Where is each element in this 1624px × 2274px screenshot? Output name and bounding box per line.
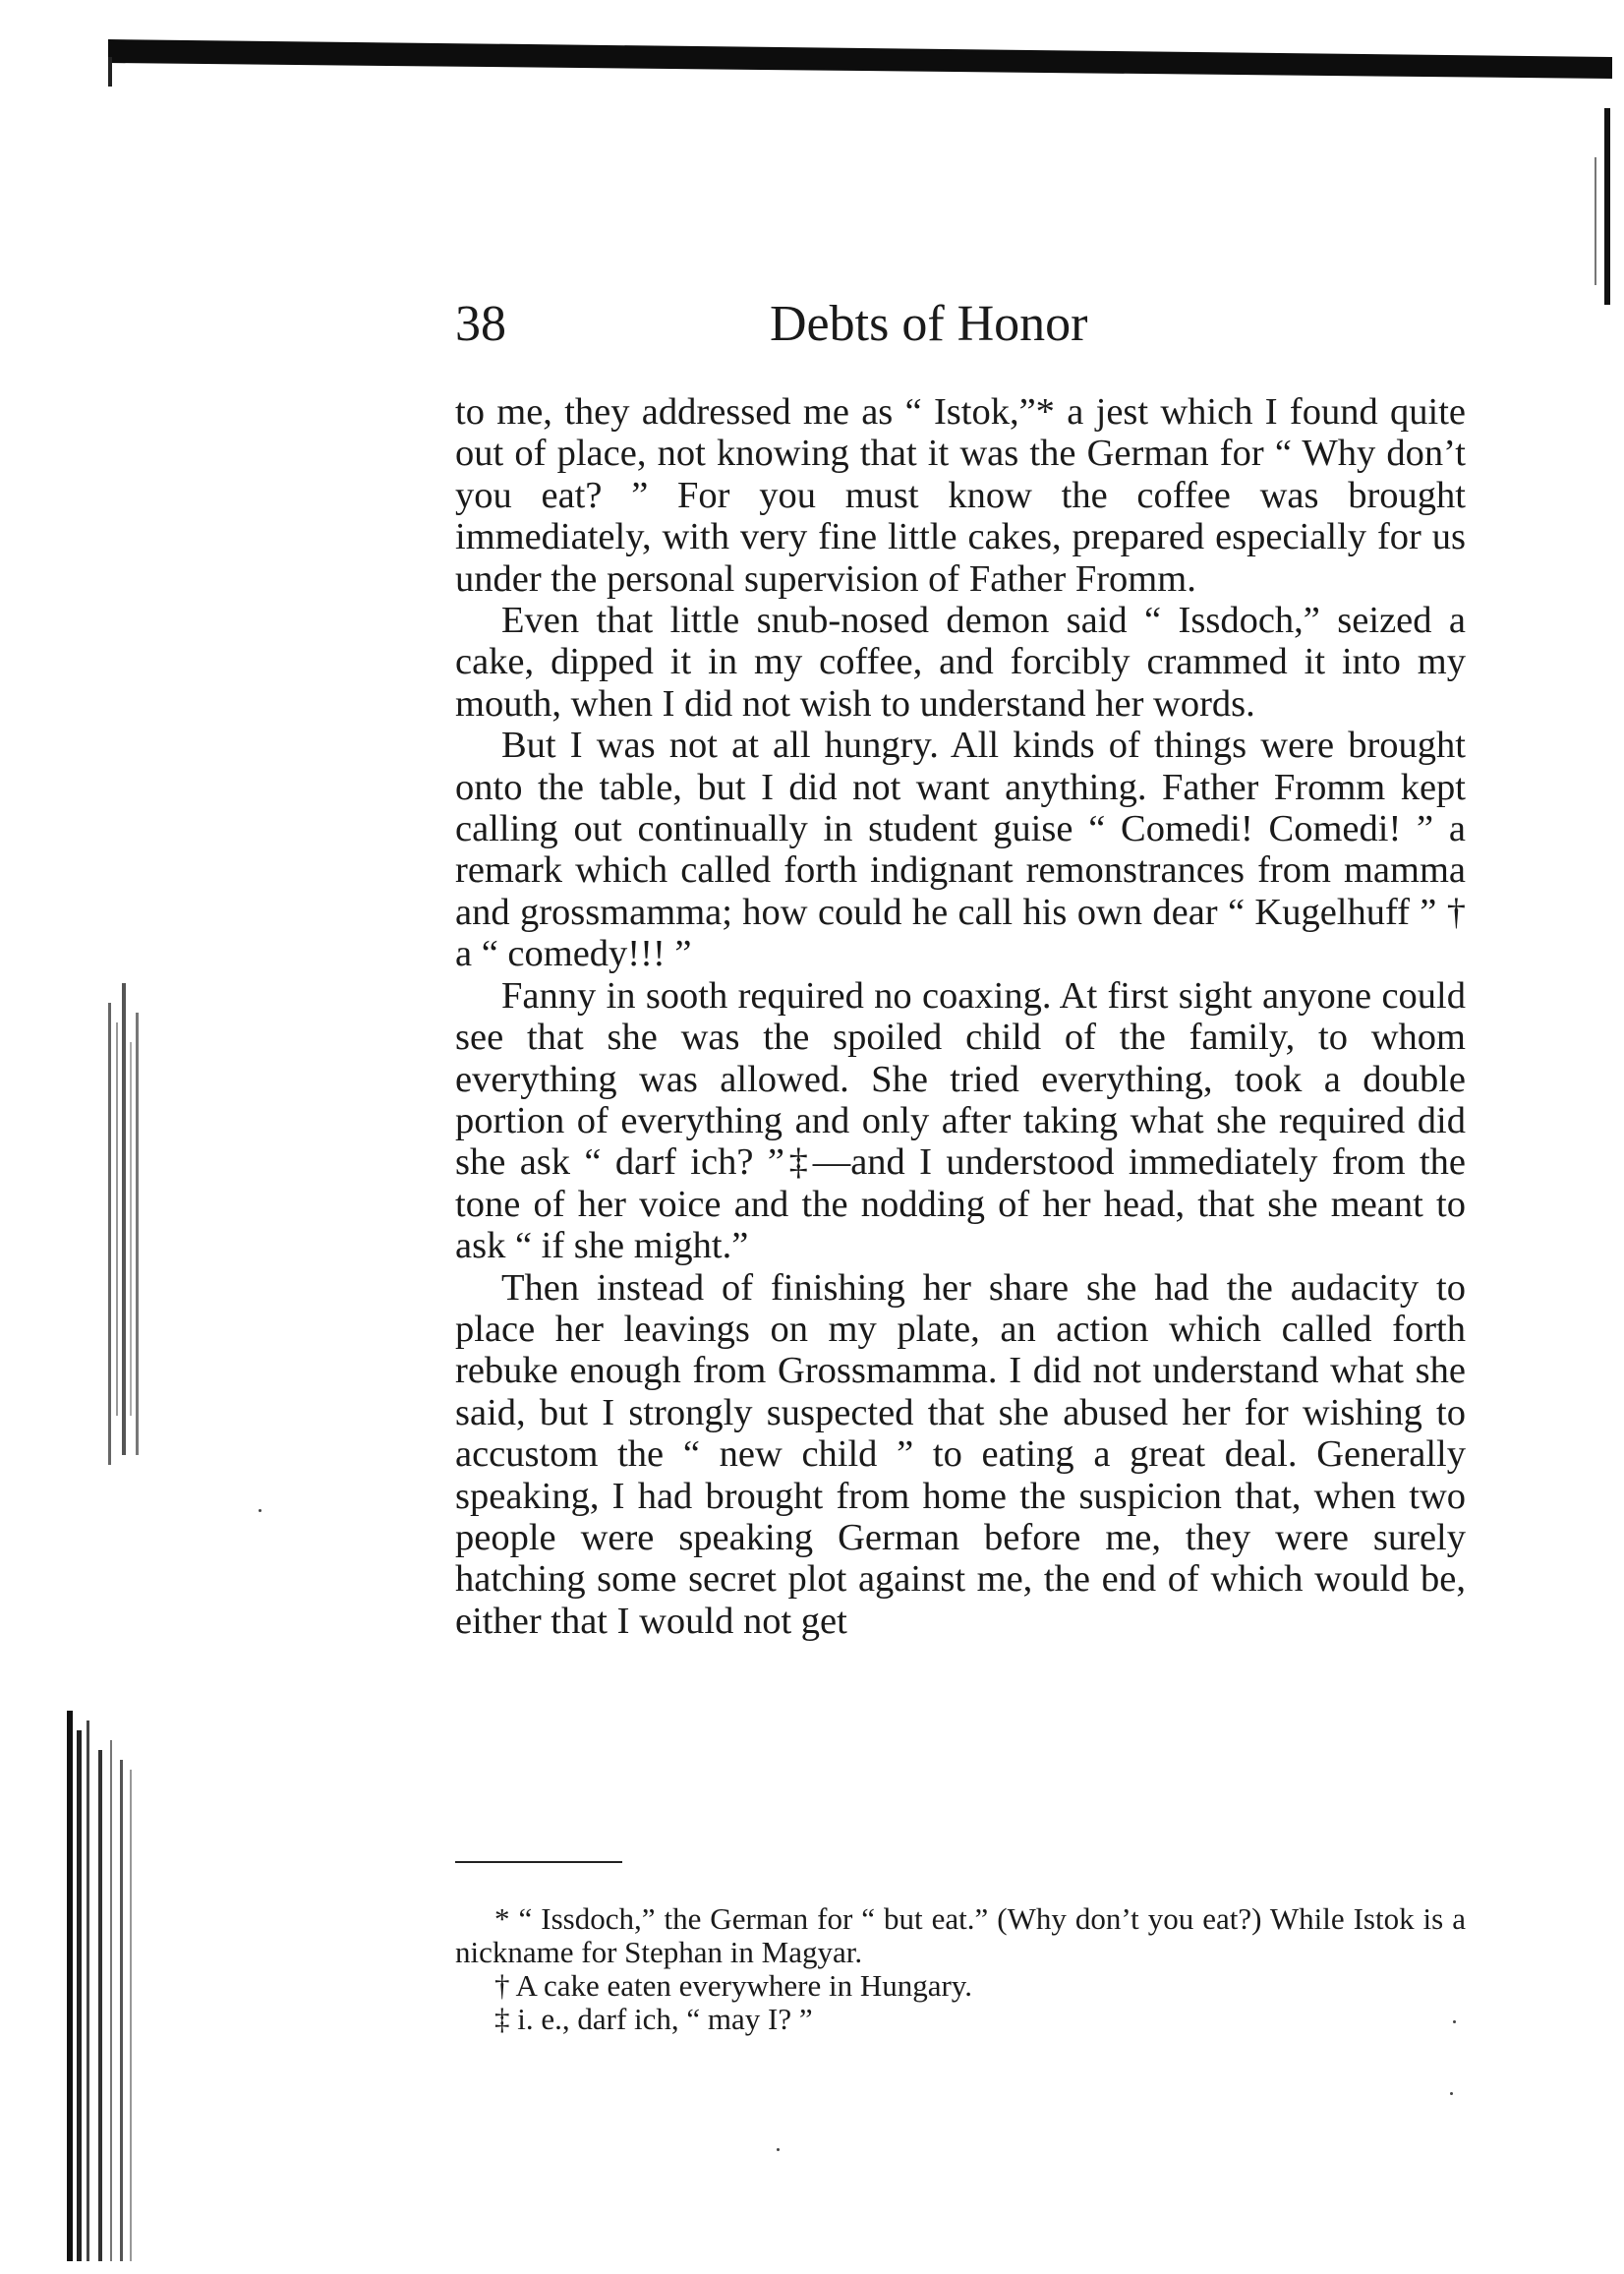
scan-top-border [108,39,1612,79]
paragraph: Then instead of finishing her share she had the audacity to place her leavings on my plate, an action which called forth rebuke enough from Grossmamma. I did not understand what she said, but I strongly suspected that she abused her for wishing to accustom the “ new child ” to eating a great deal. Generally speaking, I had brought from home the suspicion that, when two people were speaking German before me, they were surely hatching some secret plot against me, the end of which would be, either that I would not get [455,1266,1466,1642]
scan-corner-mark [108,57,112,87]
footnote: ‡ i. e., darf ich, “ may I? ” [494,2002,813,2036]
paragraph: But I was not at all hungry. All kinds of things were brought onto the table, but I did not want anything. Father Fromm kept calling out continually in student guise “ Comedi! Comedi! ” a remark which called forth indignant remonstrances from mamma and grossmamma; how could he call his own dear “ Kugelhuff ” † a “ comedy!!! ” [455,725,1466,975]
scan-speck [777,2148,780,2151]
footnotes [455,1902,1466,2036]
scan-right-edge-faint [1595,157,1596,285]
footnote: † A cake eaten everywhere in Hungary. [494,1968,973,2003]
paragraph: Fanny in sooth required no coaxing. At first sight anyone could see that she was the spoiled child of the family, to whom everything was allowed. She tried everything, took a double portion of everything and only after taking what she required did she ask “ darf ich? ”‡—and I understood immediately from the tone of her voice and the nodding of her head, that she meant to ask “ if she might.” [455,974,1466,1267]
scan-speck [1450,2092,1453,2095]
scan-right-edge [1604,108,1610,305]
page-number: 38 [455,296,506,352]
page-header [455,290,1468,359]
footnote: * “ Issdoch,” the German for “ but eat.” (Why don’t you eat?) While Istok is a nickname for Stephan in Magyar. [455,1901,1466,1969]
paragraph: Even that little snub-nosed demon said “ Issdoch,” seized a cake, dipped it in my coffee, and forcibly crammed it into my mouth, when I did not wish to understand her words. [455,600,1466,725]
paragraph: to me, they addressed me as “ Istok,”* a jest which I found quite out of place, not knowing that it was the German for “ Why don’t you eat? ” For you must know the coffee was brought immediately, with very fine little cakes, prepared especially for us under the personal supervision of Father Fromm. [455,391,1466,600]
scan-speck [259,1509,261,1512]
body-text [455,391,1466,1642]
footnote-rule [455,1861,622,1863]
running-title: Debts of Honor [770,296,1088,352]
